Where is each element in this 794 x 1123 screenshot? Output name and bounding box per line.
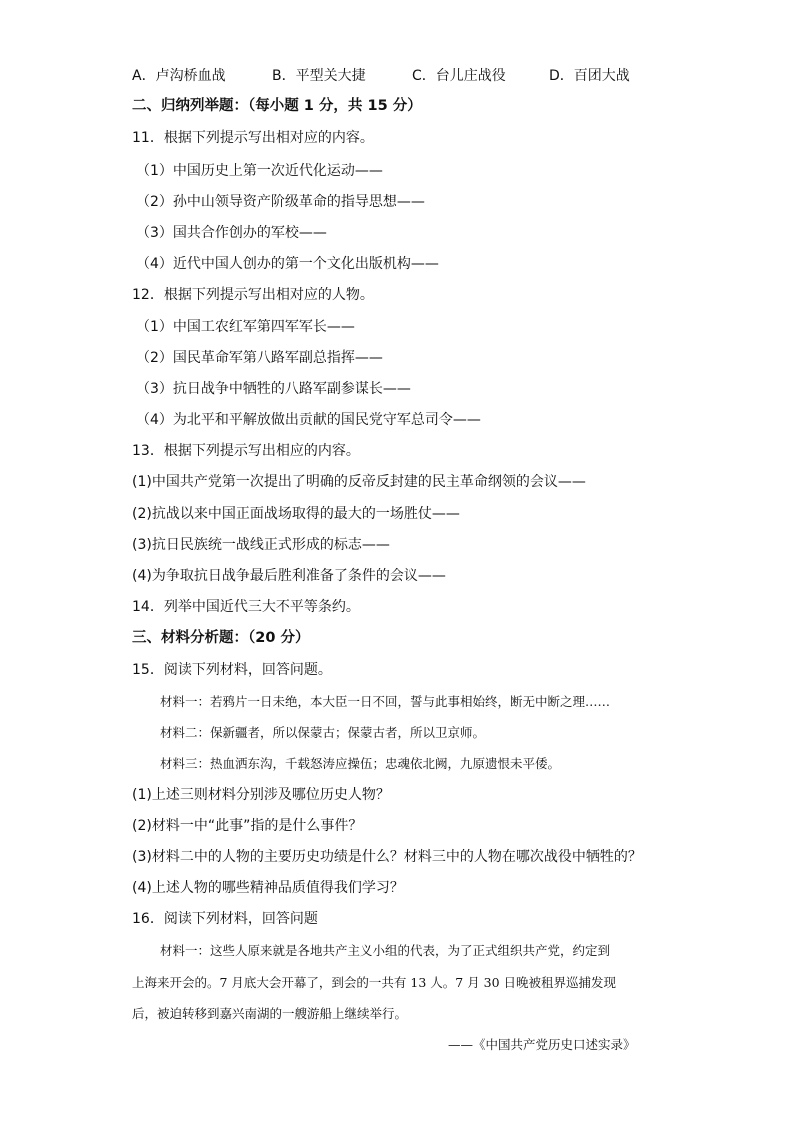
question-15-material: 材料三：热血洒东沟，千载怒涛应操伍；忠魂依北阙，九原遗恨未平倭。	[160, 756, 561, 771]
section-heading-2: 二、归纳列举题：（每小题 1 分，共 15 分）	[132, 98, 422, 114]
question-13-item: (4)为争取抗日战争最后胜利准备了条件的会议——	[132, 568, 446, 584]
question-13-item: (1)中国共产党第一次提出了明确的反帝反封建的民主革命纲领的会议——	[132, 474, 586, 490]
question-15-material: 材料一：若鸦片一日未绝，本大臣一日不回，誓与此事相始终，断无中断之理……	[160, 694, 611, 709]
question-12-item: （4）为北平和平解放做出贡献的国民党守军总司令——	[136, 412, 481, 428]
question-12-item: （3）抗日战争中牺牲的八路军副参谋长——	[136, 381, 411, 397]
question-15-subquestion: (3)材料二中的人物的主要历史功绩是什么？材料三中的人物在哪次战役中牺牲的？	[132, 849, 642, 865]
question-11-stem: 11．根据下列提示写出相对应的内容。	[132, 130, 374, 146]
question-16-source: ——《中国共产党历史口述实录》	[448, 1037, 636, 1052]
question-15-subquestion: (1)上述三则材料分别涉及哪位历史人物？	[132, 787, 390, 803]
question-16-material-line: 后，被迫转移到嘉兴南湖的一艘游船上继续举行。	[132, 1006, 408, 1021]
question-11-item: （1）中国历史上第一次近代化运动——	[136, 163, 383, 179]
question-15-subquestion: (2)材料一中“此事”指的是什么事件？	[132, 818, 363, 834]
question-13-item: (3)抗日民族统一战线正式形成的标志——	[132, 537, 390, 553]
question-12-stem: 12．根据下列提示写出相对应的人物。	[132, 287, 374, 303]
question-11-item: （3）国共合作创办的军校——	[136, 225, 327, 241]
question-13-item: (2)抗战以来中国正面战场取得的最大的一场胜仗——	[132, 506, 460, 522]
question-12-item: （1）中国工农红军第四军军长——	[136, 319, 355, 335]
option-d: D．百团大战	[549, 68, 630, 84]
question-16-material-line: 材料一：这些人原来就是各地共产主义小组的代表，为了正式组织共产党，约定到	[160, 943, 611, 958]
question-16-material-line: 上海来开会的。7 月底大会开幕了，到会的一共有 13 人。7 月 30 日晚被租界巡捕发现	[132, 975, 617, 990]
question-11-item: （2）孙中山领导资产阶级革命的指导思想——	[136, 194, 425, 210]
question-13-stem: 13．根据下列提示写出相应的内容。	[132, 443, 360, 459]
question-16-stem: 16．阅读下列材料，回答问题	[132, 911, 318, 927]
question-15-stem: 15．阅读下列材料，回答问题。	[132, 662, 332, 678]
section-heading-3: 三、材料分析题：（20 分）	[132, 630, 310, 646]
option-c: C．台儿庄战役	[412, 68, 506, 84]
question-11-item: （4）近代中国人创办的第一个文化出版机构——	[136, 256, 439, 272]
question-15-material: 材料二：保新疆者，所以保蒙古；保蒙古者，所以卫京师。	[160, 725, 486, 740]
question-14-stem: 14．列举中国近代三大不平等条约。	[132, 599, 360, 615]
question-15-subquestion: (4)上述人物的哪些精神品质值得我们学习？	[132, 880, 404, 896]
option-b: B．平型关大捷	[272, 68, 366, 84]
option-a: A．卢沟桥血战	[132, 68, 226, 84]
question-12-item: （2）国民革命军第八路军副总指挥——	[136, 350, 383, 366]
